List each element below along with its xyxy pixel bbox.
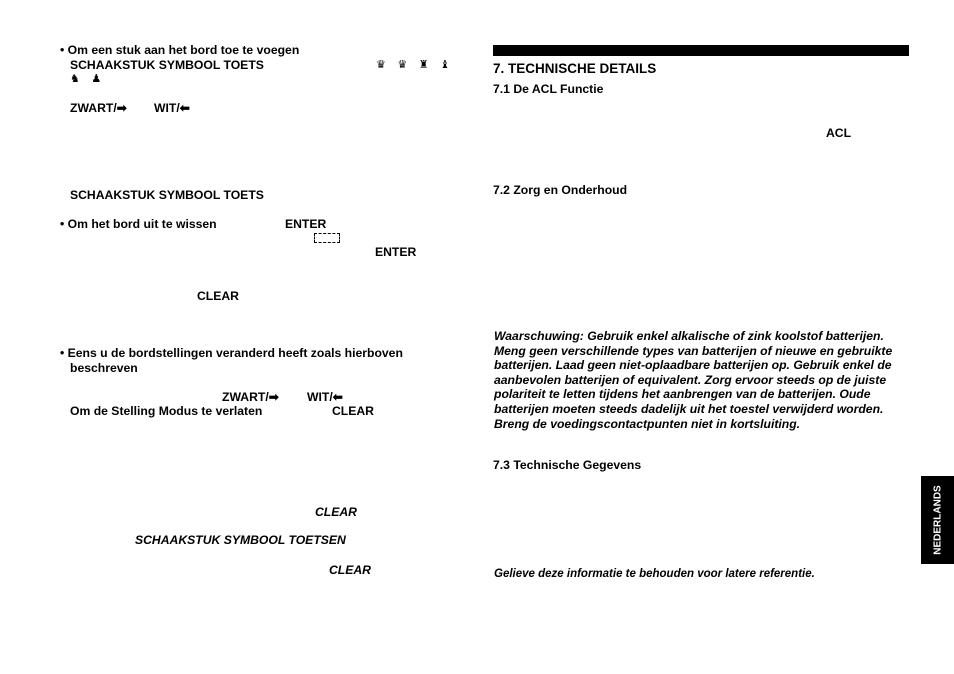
dashed-display-icon bbox=[314, 233, 340, 243]
bullet-add-piece: • Om een stuk aan het bord toe te voegen bbox=[60, 43, 300, 57]
battery-warning: Waarschuwing: Gebruik enkel alkalische of zink koolstof batterijen. Meng geen verschillende types van batterijen of nieuwe en gebruikte batterijen. Laad geen niet-oplaadbare batterijen op. Gebruik enkel de aanbevolen batterijen of equivalent. Zorg ervoor steeds op de juiste polariteit te letten tijdens het aanbrengen van de batterijen. Oude batterijen moeten steeds dadelijk uit het toestel verwijderd worden. Breng de voedingscontactpunten niet in kortsluiting. bbox=[494, 329, 893, 431]
subsection-7-2: 7.2 Zorg en Onderhoud bbox=[493, 183, 628, 197]
subsection-7-1: 7.1 De ACL Functie bbox=[493, 82, 604, 96]
section-title: 7. TECHNISCHE DETAILS bbox=[493, 61, 657, 76]
enter-key-2: ENTER bbox=[375, 245, 417, 259]
key-piece-symbol: SCHAAKSTUK SYMBOOL TOETS bbox=[70, 58, 264, 72]
exit-mode-text: Om de Stelling Modus te verlaten bbox=[70, 404, 263, 418]
language-tab bbox=[921, 476, 954, 564]
clear-key-2: CLEAR bbox=[332, 404, 374, 418]
clear-key-italic-1: CLEAR bbox=[315, 505, 357, 519]
acl-key: ACL bbox=[826, 126, 852, 140]
zwart-key: ZWART/➡ bbox=[70, 101, 127, 115]
bullet-clear-board: • Om het bord uit te wissen bbox=[60, 217, 217, 231]
clear-key-1: CLEAR bbox=[197, 289, 239, 303]
footer-note: Gelieve deze informatie te behouden voor latere referentie. bbox=[494, 568, 815, 580]
bullet-after-change: • Eens u de bordstellingen veranderd heeft zoals hierboven bbox=[60, 346, 403, 360]
wit-key-2: WIT/⬅ bbox=[307, 390, 343, 404]
subsection-7-3: 7.3 Technische Gegevens bbox=[493, 458, 642, 472]
language-tab-label: NEDERLANDS bbox=[932, 485, 943, 555]
chess-piece-icons-row1: ♛ ♛ ♜ ♝ bbox=[376, 58, 454, 71]
chess-piece-icons-row2: ♞ ♟ bbox=[70, 72, 106, 85]
keys-italic: SCHAAKSTUK SYMBOOL TOETSEN bbox=[135, 533, 346, 547]
wit-key: WIT/⬅ bbox=[154, 101, 190, 115]
zwart-key-2: ZWART/➡ bbox=[222, 390, 279, 404]
section-header-bar bbox=[493, 45, 909, 56]
key-piece-symbol-2: SCHAAKSTUK SYMBOOL TOETS bbox=[70, 188, 264, 202]
clear-key-italic-2: CLEAR bbox=[329, 563, 371, 577]
bullet-after-change-cont: beschreven bbox=[70, 361, 138, 375]
enter-key-1: ENTER bbox=[285, 217, 327, 231]
